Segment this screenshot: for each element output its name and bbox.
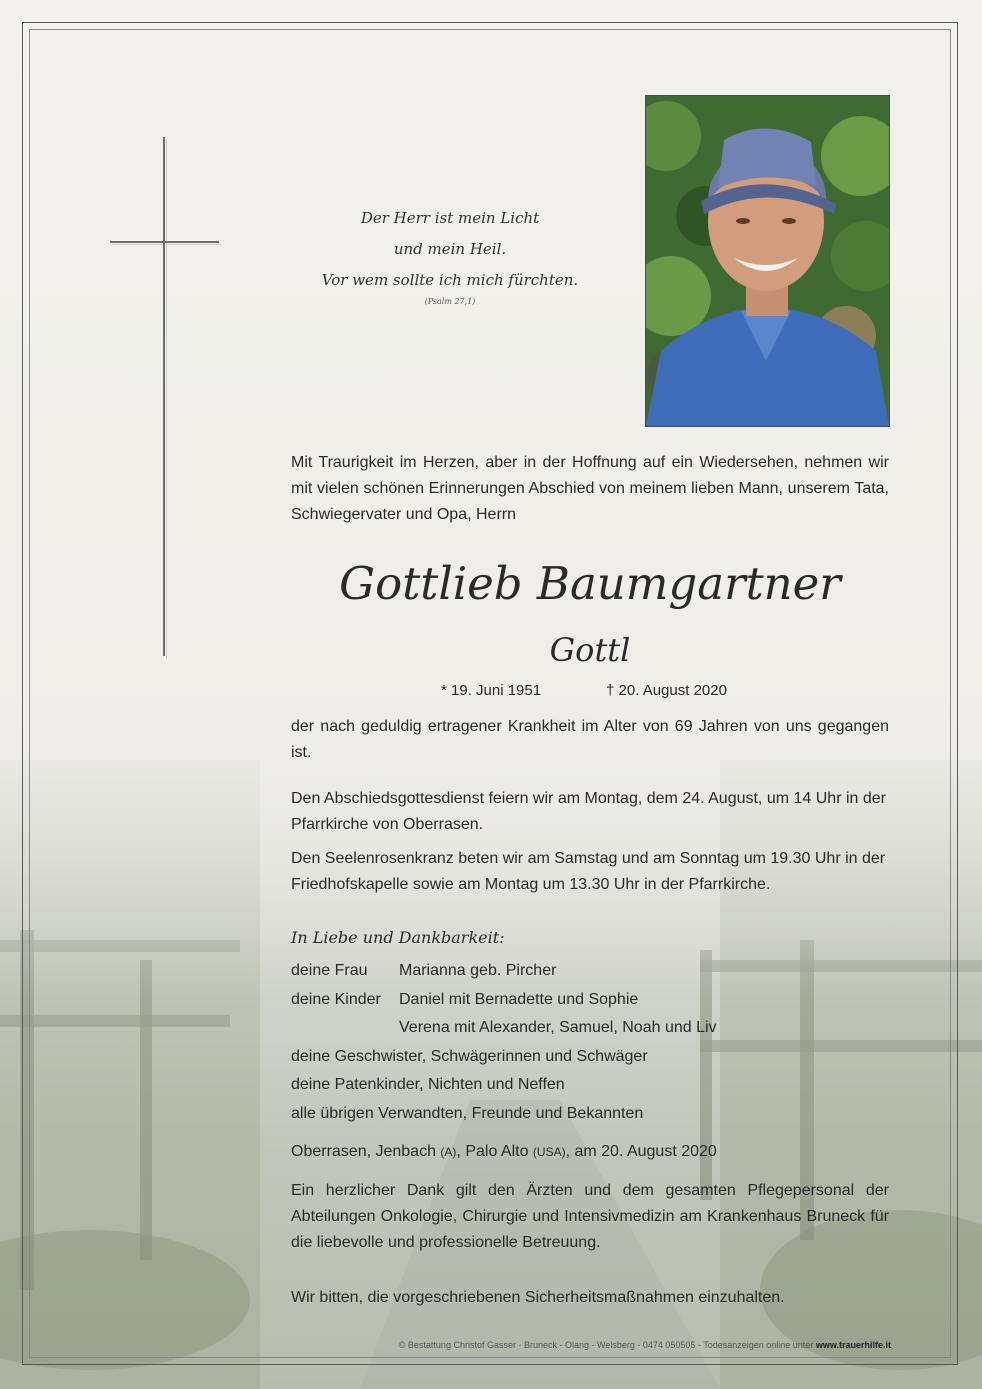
- cross-bar: [110, 241, 219, 243]
- place-part-1: Oberrasen, Jenbach: [291, 1143, 441, 1160]
- godchildren-line: deine Patenkinder, Nichten und Neffen: [291, 1076, 565, 1093]
- footer-link[interactable]: www.trauerhilfe.it: [815, 1340, 891, 1350]
- birth-date: * 19. Juni 1951: [441, 682, 542, 699]
- place-date-line: [291, 1139, 889, 1165]
- deceased-name: Gottlieb Baumgartner: [339, 557, 841, 610]
- others-line: alle übrigen Verwandten, Freunde und Bekannten: [291, 1104, 644, 1122]
- siblings-line: deine Geschwister, Schwägerinnen und Schwäger: [291, 1047, 648, 1065]
- footer-text: © Bestattung Christof Gasser - Bruneck - Olang - Welsberg - 0474 050505 - Todesanzeigen online unter: [398, 1340, 816, 1350]
- cross-shadow-horizontal: [112, 244, 221, 245]
- family-list: [291, 957, 889, 1128]
- cross-shadow-vertical: [166, 140, 167, 659]
- funeral-service-text: Den Abschiedsgottesdienst feiern wir am Montag, dem 24. August, um 14 Uhr in der Pfarrkirche von Oberrasen.: [291, 790, 886, 833]
- child-2: Verena mit Alexander, Samuel, Noah und Liv: [399, 1019, 717, 1036]
- portrait-photo: [645, 95, 890, 427]
- wife-label: deine Frau: [291, 962, 368, 979]
- thanks-text: Ein herzlicher Dank gilt den Ärzten und dem gesamten Pflegepersonal der Abteilungen Onkologie, Chirurgie und Intensivmedizin am Krankenhaus Bruneck für die liebevolle und professionelle Betreuung.: [291, 1182, 889, 1251]
- spacer: [291, 1014, 399, 1043]
- death-date: † 20. August 2020: [606, 682, 727, 699]
- child-1: Daniel mit Bernadette und Sophie: [399, 990, 639, 1008]
- safety-notice: Wir bitten, die vorgeschriebenen Sicherheitsmaßnahmen einzuhalten.: [291, 1289, 785, 1306]
- intro-text: Mit Traurigkeit im Herzen, aber in der Hoffnung auf ein Wiedersehen, nehmen wir mit vielen schönen Erinnerungen Abschied von meinem lieben Mann, unserem Tata, Schwiegervater und Opa, Herrn: [291, 454, 889, 523]
- verse-line-2: und mein Heil.: [393, 240, 507, 258]
- family-row-children-2: [291, 1014, 889, 1043]
- cross-icon: [163, 137, 165, 656]
- verse-source: (Psalm 27,1): [424, 297, 476, 306]
- love-heading: In Liebe und Dankbarkeit:: [291, 928, 505, 947]
- verse-line-1: Der Herr ist mein Licht: [360, 209, 540, 227]
- place-part-2: , Palo Alto: [456, 1143, 533, 1160]
- verse-line-3: Vor wem sollte ich mich fürchten.: [321, 271, 579, 289]
- children-label: deine Kinder: [291, 990, 381, 1008]
- psalm-verse: [300, 203, 600, 308]
- country-austria: (A): [440, 1145, 457, 1159]
- family-row-children: [291, 986, 889, 1015]
- country-usa: (USA): [532, 1145, 566, 1159]
- passing-text: der nach geduldig ertragener Krankheit im Alter von 69 Jahren von uns gegangen ist.: [291, 718, 889, 761]
- place-part-3: , am 20. August 2020: [565, 1143, 717, 1160]
- family-row-wife: [291, 957, 889, 986]
- rosary-text: Den Seelenrosenkranz beten wir am Samstag und am Sonntag um 19.30 Uhr in der Friedhofskapelle sowie am Montag um 13.30 Uhr in der Pfarrkirche.: [291, 850, 886, 893]
- wife-name: Marianna geb. Pircher: [399, 962, 557, 979]
- deceased-nickname: Gottl: [549, 631, 631, 669]
- footer: [291, 1339, 891, 1351]
